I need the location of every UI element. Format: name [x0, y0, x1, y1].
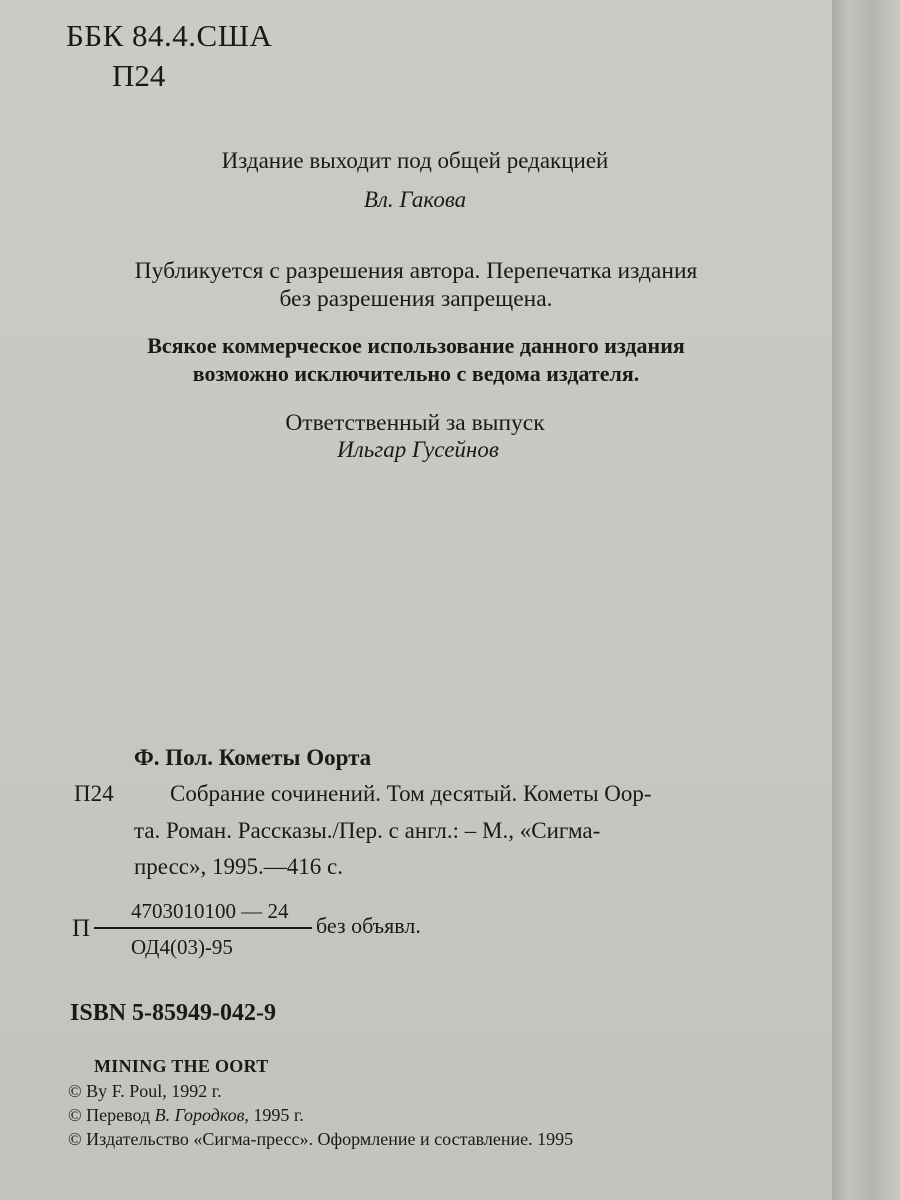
copyright-author-year: , 1992 г.: [162, 1081, 222, 1101]
code-numerator: 4703010100 — 24: [131, 899, 289, 923]
catalog-description-3: пресс», 1995.—416 с.: [134, 854, 343, 879]
responsible-name: Ильгар Гусейнов: [337, 437, 499, 462]
code-denominator: ОД4(03)-95: [131, 935, 233, 959]
catalog-description-1: Собрание сочинений. Том десятый. Кометы Оор-: [170, 781, 652, 806]
permission-line-1: Публикуется с разрешения автора. Перепечатка издания: [134, 258, 698, 284]
copyright-translator-name: В. Городков: [154, 1105, 245, 1125]
original-title: MINING THE OORT: [94, 1056, 269, 1076]
isbn: ISBN 5-85949-042-9: [70, 1000, 277, 1026]
bbk-code: ББК 84.4.США: [66, 18, 273, 53]
copyright-author-prefix: © By: [68, 1081, 112, 1101]
author-index: П24: [112, 58, 166, 93]
copyright-translation: [68, 1105, 304, 1126]
commercial-notice-1: Всякое коммерческое использование данного издания: [147, 333, 685, 358]
copyright-author-name: F. Poul: [111, 1081, 163, 1101]
copyright-translation-prefix: © Перевод: [68, 1105, 155, 1125]
code-letter: П: [72, 915, 91, 942]
commercial-notice-2: возможно исключительно с ведома издателя.: [192, 361, 640, 386]
catalog-index: П24: [74, 781, 114, 806]
copyright-author: [68, 1081, 222, 1102]
next-pages-edge: [832, 0, 900, 1200]
editor-name: Вл. Гакова: [363, 187, 467, 212]
responsible-label: Ответственный за выпуск: [285, 410, 545, 436]
copyright-publisher: © Издательство «Сигма-пресс». Оформление и составление. 1995: [68, 1129, 574, 1149]
fraction-bar: [94, 927, 312, 929]
copyright-translation-year: , 1995 г.: [244, 1105, 304, 1125]
editor-line: Издание выходит под общей редакцией: [221, 148, 609, 173]
code-note: без объявл.: [316, 913, 421, 938]
permission-line-2: без разрешения запрещена.: [279, 286, 553, 312]
catalog-description-2: та. Роман. Рассказы./Пер. с англ.: – М., «Сигма-: [134, 818, 601, 843]
catalog-author-title: Ф. Пол. Кометы Оорта: [134, 745, 372, 770]
